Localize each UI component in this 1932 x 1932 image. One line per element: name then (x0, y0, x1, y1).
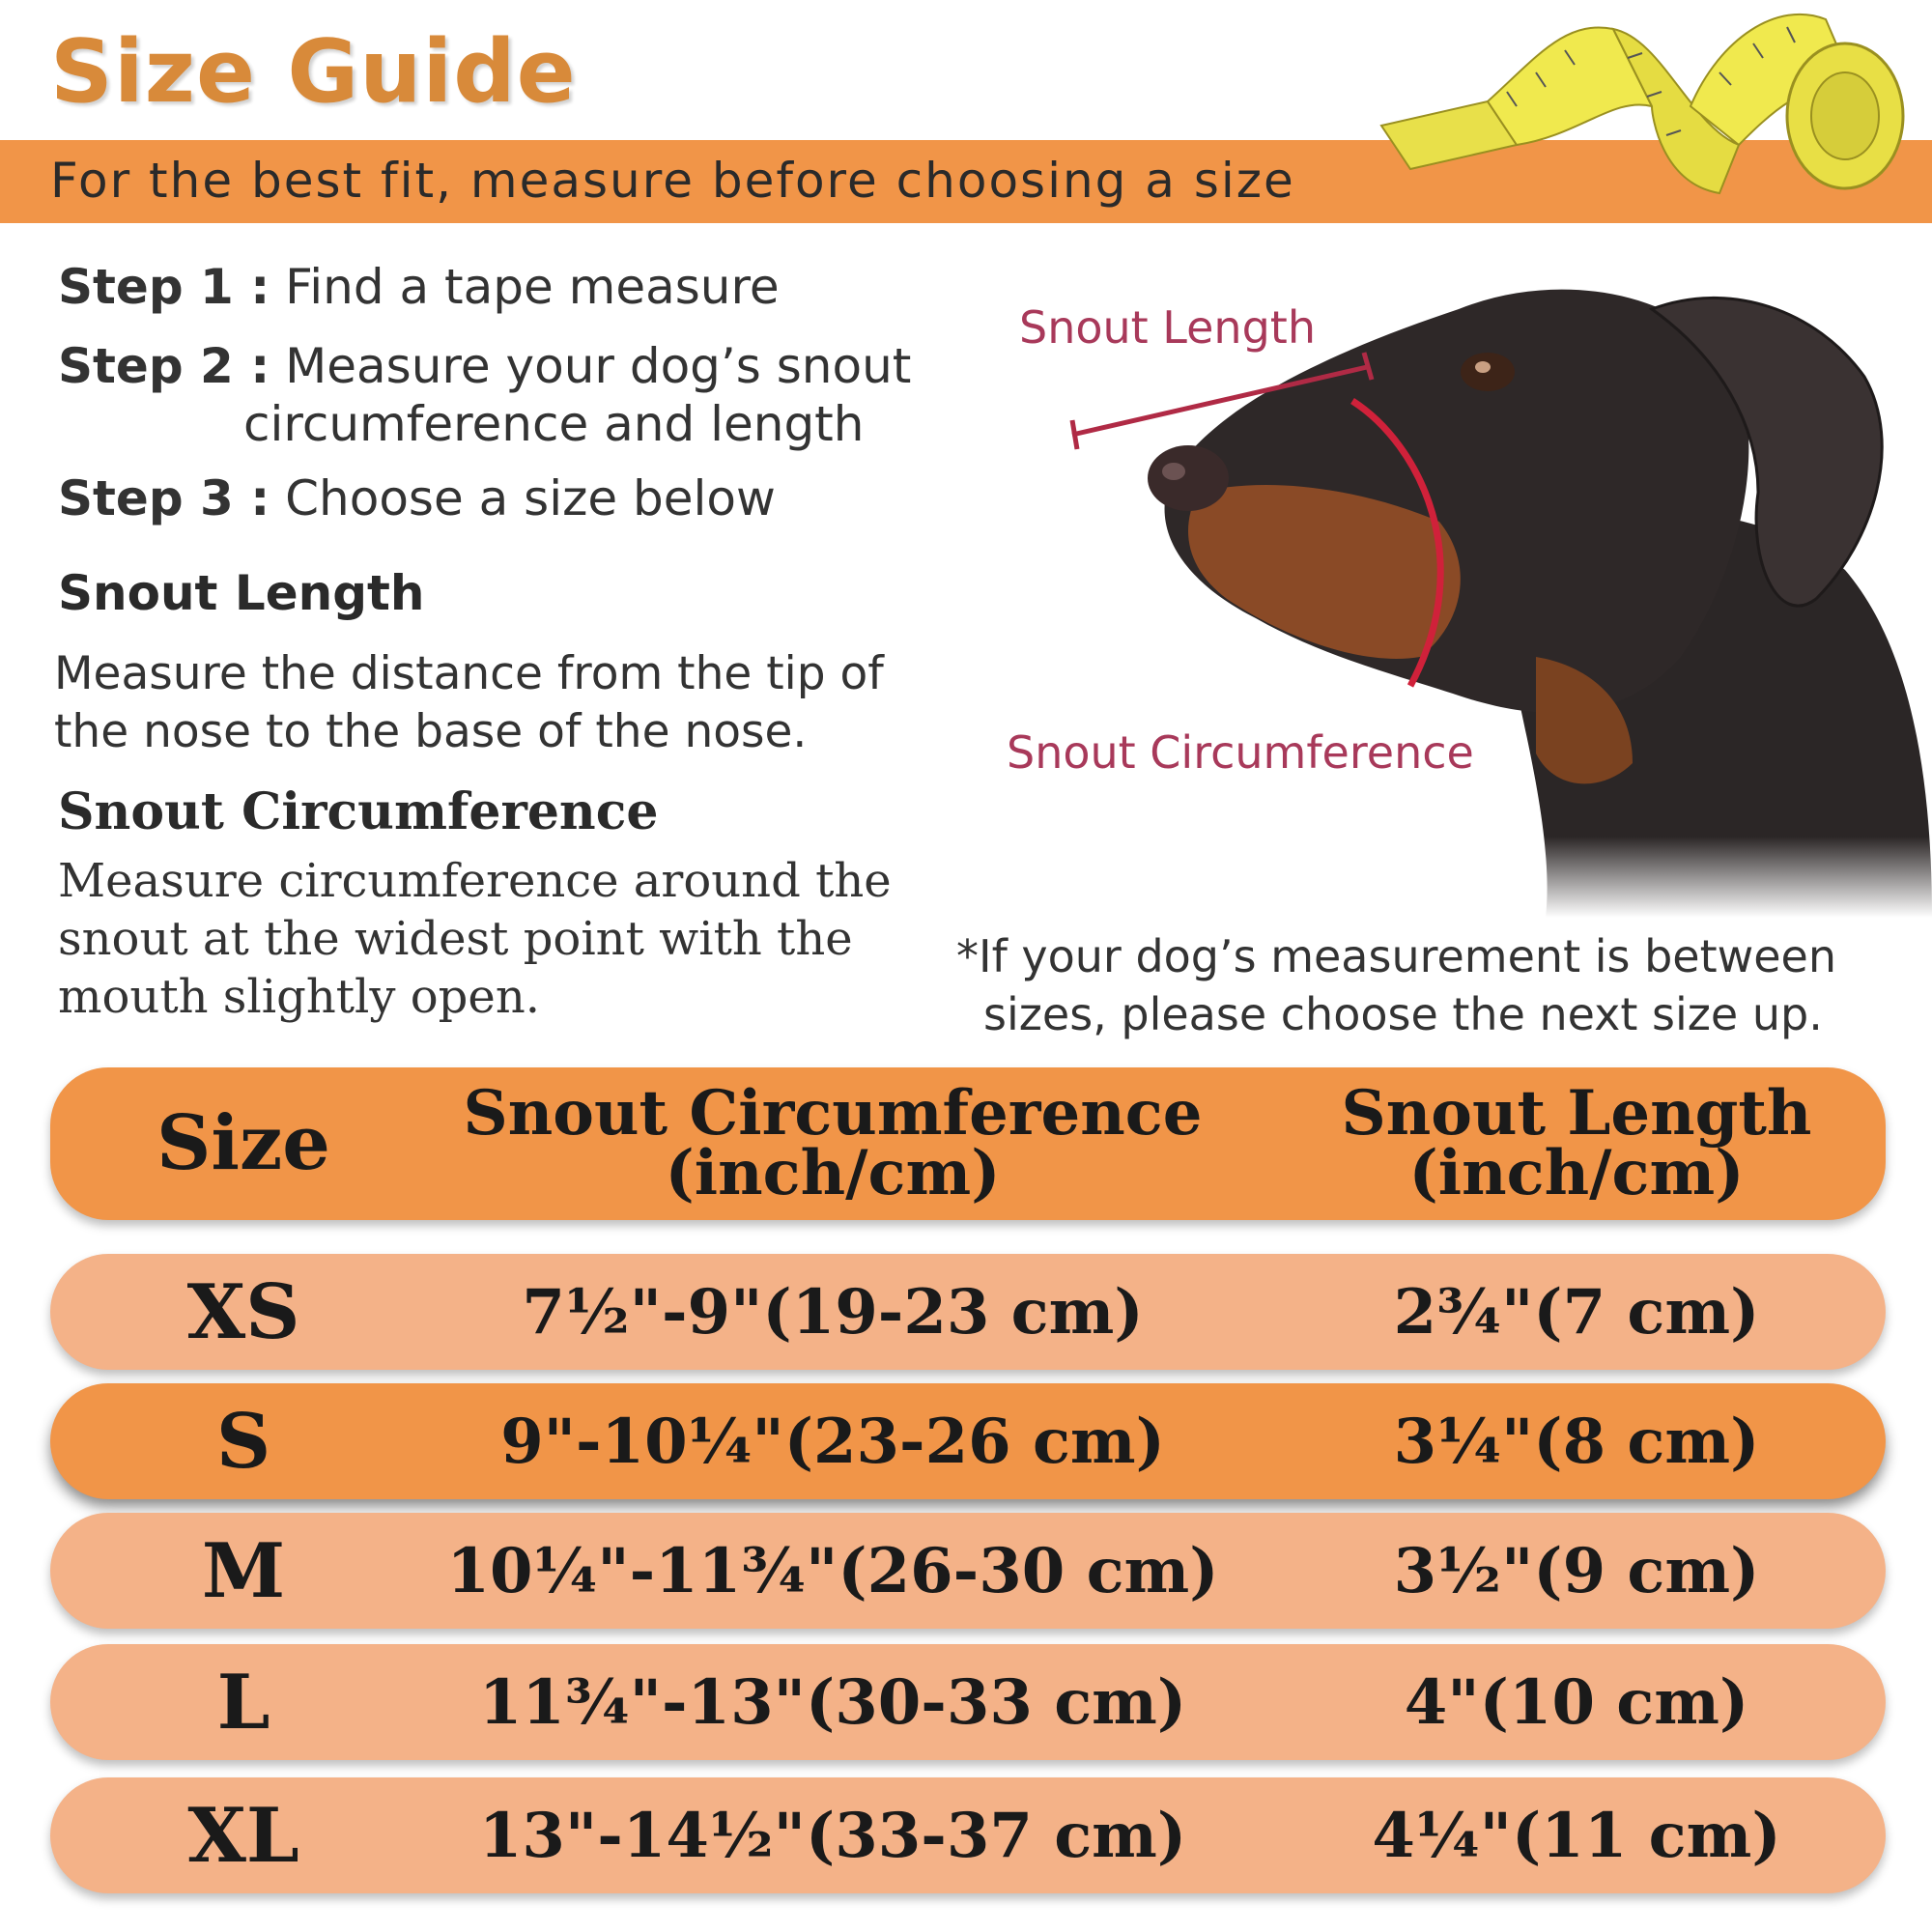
header-circumference-unit: (inch/cm) (665, 1137, 1001, 1209)
sizing-note-line-2: sizes, please choose the next size up. (983, 988, 1823, 1040)
header-length (1296, 1067, 1857, 1220)
header-length-label: Snout Length (1341, 1077, 1812, 1150)
step-3 (58, 470, 776, 526)
row-size: XS (186, 1267, 300, 1356)
step-2-label: Step 2 : (58, 338, 270, 394)
row-length: 2¾"(7 cm) (1393, 1275, 1760, 1349)
step-2-text: Measure your dog’s snout (285, 338, 912, 394)
snout-circumference-line-2: snout at the widest point with the (58, 912, 853, 966)
page-title: Size Guide (50, 21, 577, 123)
header-circumference-label: Snout Circumference (463, 1077, 1203, 1150)
step-2 (58, 338, 911, 394)
snout-circumference-label: Snout Circumference (1007, 726, 1474, 779)
header-size: Size (156, 1099, 330, 1187)
table-header (50, 1067, 1886, 1220)
table-row (50, 1513, 1886, 1629)
snout-circumference-heading: Snout Circumference (58, 782, 659, 841)
tape-measure-icon (1372, 0, 1913, 222)
step-1-label: Step 1 : (58, 259, 270, 315)
snout-circumference-description (58, 852, 892, 1026)
row-length: 4¼"(11 cm) (1372, 1799, 1781, 1872)
row-circumference: 11¾"-13"(30-33 cm) (478, 1665, 1187, 1739)
snout-circumference-line-1: Measure circumference around the (58, 854, 892, 908)
banner-subtitle: For the best fit, measure before choosing a size (50, 153, 1295, 209)
sizing-note-line-1: *If your dog’s measurement is between (956, 930, 1837, 982)
table-row (50, 1777, 1886, 1893)
row-size: XL (187, 1791, 299, 1880)
row-length: 3¼"(8 cm) (1393, 1405, 1760, 1478)
step-1 (58, 259, 780, 315)
sizing-note (956, 927, 1922, 1043)
row-circumference: 7½"-9"(19-23 cm) (522, 1275, 1144, 1349)
snout-length-line-1: Measure the distance from the tip of (54, 647, 884, 700)
header-length-unit: (inch/cm) (1408, 1137, 1745, 1209)
table-row (50, 1254, 1886, 1370)
row-size: L (216, 1658, 270, 1747)
row-circumference: 13"-14½"(33-37 cm) (478, 1799, 1187, 1872)
snout-circumference-line-3: mouth slightly open. (58, 970, 540, 1024)
row-circumference: 10¼"-11¾"(26-30 cm) (446, 1534, 1219, 1607)
step-2-text-continued: circumference and length (243, 396, 865, 452)
row-circumference: 9"-10¼"(23-26 cm) (500, 1405, 1165, 1478)
row-length: 4"(10 cm) (1404, 1665, 1749, 1739)
step-3-label: Step 3 : (58, 470, 270, 526)
header-circumference (417, 1067, 1248, 1220)
row-size: S (215, 1397, 271, 1486)
table-row (50, 1383, 1886, 1499)
step-3-text: Choose a size below (285, 470, 776, 526)
snout-length-label: Snout Length (1019, 301, 1316, 354)
snout-length-heading: Snout Length (58, 565, 425, 621)
table-row (50, 1644, 1886, 1760)
step-1-text: Find a tape measure (285, 259, 780, 315)
snout-length-description (54, 645, 884, 761)
snout-length-line-2: the nose to the base of the nose. (54, 705, 808, 758)
row-length: 3½"(9 cm) (1393, 1534, 1760, 1607)
row-size: M (201, 1526, 286, 1615)
